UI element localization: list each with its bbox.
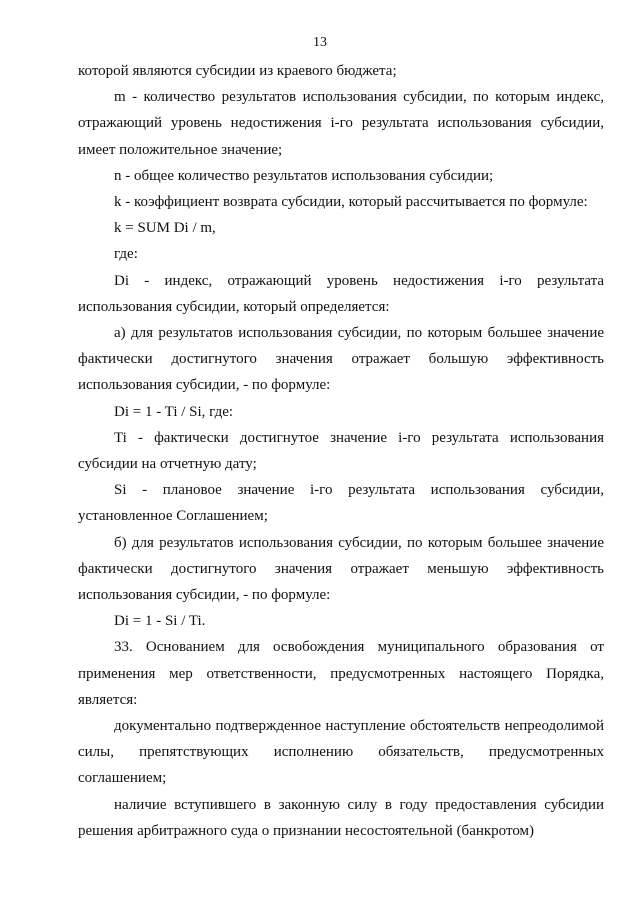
paragraph-si-definition: Si - плановое значение i-го результата использования субсидии, установленное Соглашением; (78, 482, 604, 525)
paragraph-continuation: которой являются субсидии из краевого бюджета; (78, 63, 397, 79)
paragraph-item-33: 33. Основанием для освобождения муниципального образования от применения мер ответственности, предусмотренных настоящего Порядка, является: (78, 639, 604, 708)
paragraph-n-definition: n - общее количество результатов использования субсидии; (114, 167, 494, 184)
paragraph-m-definition: m - количество результатов использования субсидии, по которым индекс, отражающий уровень недостижения i-го результата использования субсидии, имеет положительное значение; (78, 89, 604, 158)
page-number: 13 (313, 35, 327, 50)
paragraph-where: где: (114, 246, 138, 263)
paragraph-case-a: а) для результатов использования субсидии, по которым большее значение фактически достигнутого значения отражает большую эффективность использования субсидии, - по формуле: (78, 325, 604, 394)
paragraph-di-definition: Di - индекс, отражающий уровень недостижения i-го результата использования субсидии, который определяется: (78, 272, 604, 315)
paragraph-k-definition: k - коэффициент возврата субсидии, который рассчитывается по формуле: (114, 194, 588, 211)
document-body (78, 58, 604, 844)
formula-di-a: Di = 1 - Ti / Si, где: (114, 403, 234, 420)
formula-di-b: Di = 1 - Si / Ti. (114, 613, 206, 630)
paragraph-case-b: б) для результатов использования субсидии, по которым большее значение фактически достигнутого значения отражает меньшую эффективность использования субсидии, - по формуле: (78, 534, 604, 604)
paragraph-force-majeure: документально подтвержденное наступление обстоятельств непреодолимой силы, препятствующих исполнению обязательств, предусмотренных соглашением; (78, 718, 604, 787)
formula-k: k = SUM Di / m, (114, 220, 216, 237)
paragraph-ti-definition: Ti - фактически достигнутое значение i-го результата использования субсидии на отчетную дату; (78, 429, 604, 473)
paragraph-bankruptcy: наличие вступившего в законную силу в году предоставления субсидии решения арбитражного суда о признании несостоятельной (банкротом) (78, 796, 604, 839)
